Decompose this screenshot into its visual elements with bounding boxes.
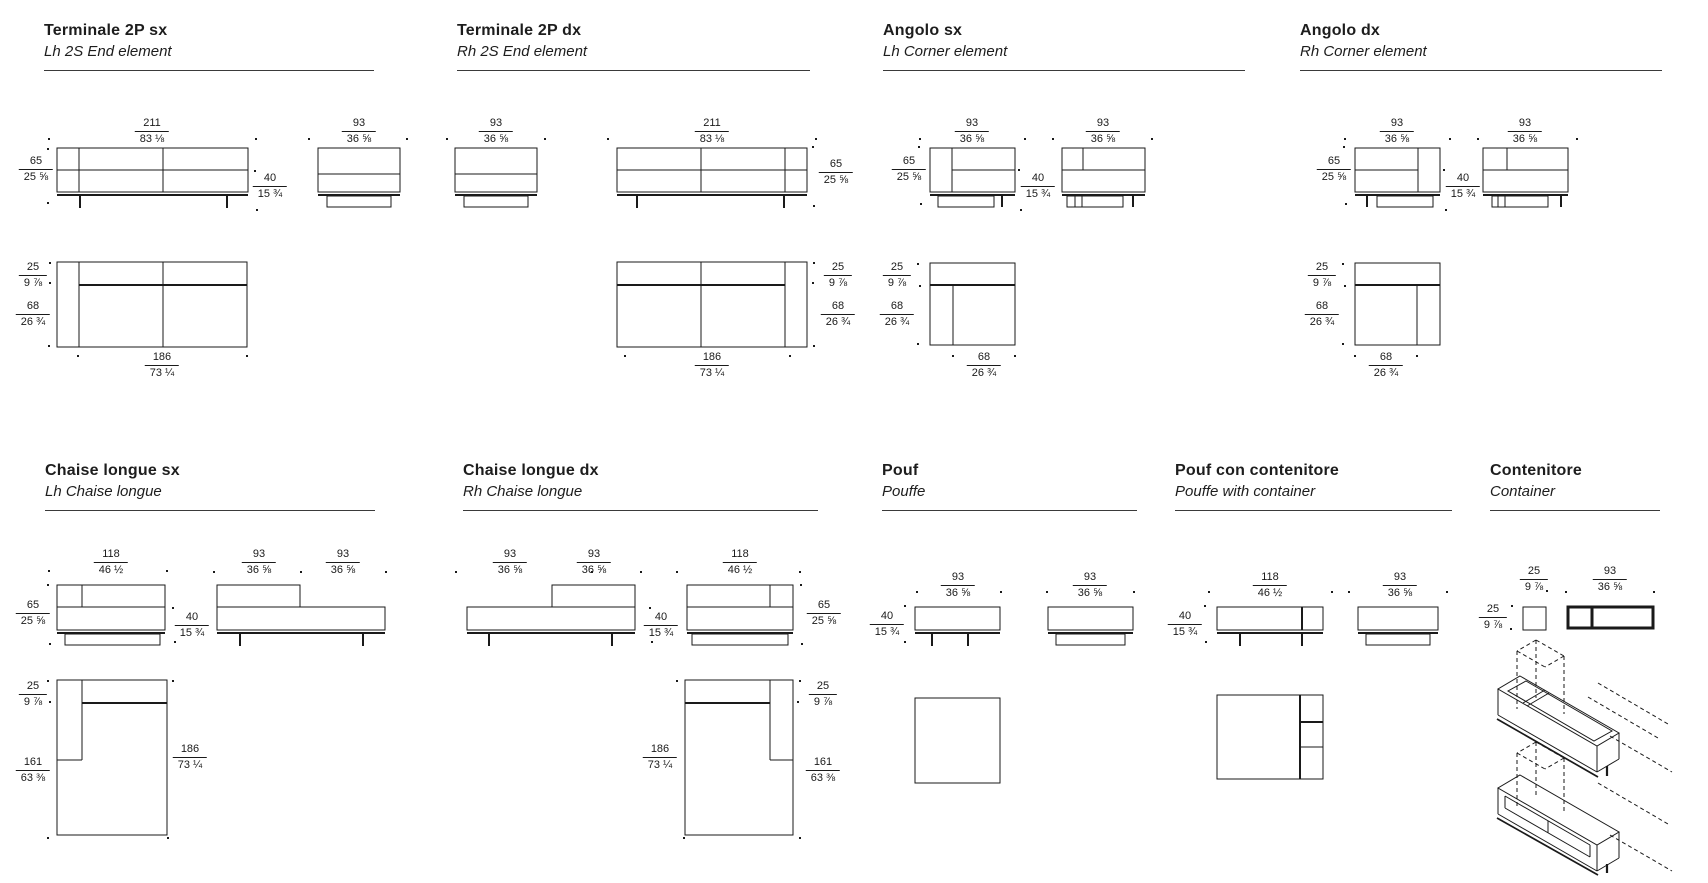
header-rule xyxy=(44,70,374,71)
angolo-sx-drawings xyxy=(917,138,1153,357)
section-subtitle: Container xyxy=(1490,483,1556,501)
terminale-2p-sx-drawings xyxy=(47,138,408,357)
terminale-2p-dx-drawings xyxy=(446,138,817,357)
section-subtitle: Lh Corner element xyxy=(883,43,1008,61)
section-header-terminale-2p-dx xyxy=(457,22,810,71)
dimension-dots xyxy=(47,138,408,357)
section-subtitle: Lh Chaise longue xyxy=(45,483,162,501)
dim-label-height-65: 65 25 ⅝ xyxy=(19,155,53,184)
chaise-longue-sx-drawings xyxy=(47,570,387,839)
dim-label-width-93: 93 36 ⅝ xyxy=(1383,571,1417,600)
dim-label-width-93: 93 36 ⅝ xyxy=(1073,571,1107,600)
dim-label-width-93: 93 36 ⅝ xyxy=(493,548,527,577)
section-title: Angolo sx xyxy=(883,22,963,39)
dim-label-width-118: 118 46 ½ xyxy=(723,548,757,577)
section-header-pouf-con-contenitore xyxy=(1175,462,1452,511)
contenitore-drawings xyxy=(1497,590,1672,875)
dim-label-depth-68: 68 26 ¾ xyxy=(16,300,50,329)
section-header-terminale-2p-sx xyxy=(44,22,374,71)
side-elevation-drawing xyxy=(1062,148,1145,207)
dim-label-height-40: 40 15 ¾ xyxy=(870,610,904,639)
front-elevation-drawing xyxy=(1217,607,1323,646)
side-elevation-drawing xyxy=(1358,607,1438,645)
section-subtitle: Pouffe xyxy=(882,483,926,501)
front-elevation-drawing xyxy=(57,585,165,645)
section-title: Pouf con contenitore xyxy=(1175,462,1339,479)
section-subtitle: Rh 2S End element xyxy=(457,43,588,61)
side-view-drawing xyxy=(1523,607,1546,630)
section-title: Chaise longue sx xyxy=(45,462,180,479)
section-header-chaise-longue-dx xyxy=(463,462,818,511)
dim-label-width-186: 186 73 ¼ xyxy=(145,351,179,380)
dim-label-width-68: 68 26 ¾ xyxy=(1369,351,1403,380)
dim-label-height-65: 65 25 ⅝ xyxy=(819,158,853,187)
side-elevation-drawing xyxy=(467,585,635,646)
dim-label-depth-68: 68 26 ¾ xyxy=(880,300,914,329)
side-elevation-drawing xyxy=(455,148,537,207)
front-elevation-drawing xyxy=(915,607,1000,646)
section-header-chaise-longue-sx xyxy=(45,462,375,511)
dim-label-height-25: 25 9 ⅞ xyxy=(1479,603,1507,632)
side-elevation-drawing xyxy=(217,585,385,646)
dim-label-width-118: 118 46 ½ xyxy=(94,548,128,577)
dim-label-depth-68: 68 26 ¾ xyxy=(821,300,855,329)
plan-view-drawing xyxy=(930,263,1015,345)
dim-label-height-40: 40 15 ¾ xyxy=(1446,172,1480,201)
section-title: Pouf xyxy=(882,462,919,479)
plan-view-drawing xyxy=(915,698,1000,783)
dim-label-depth-25: 25 9 ⅞ xyxy=(1308,261,1336,290)
dimension-dots xyxy=(1342,138,1578,357)
dim-label-depth-161: 161 63 ⅜ xyxy=(806,756,840,785)
dim-label-width-118: 118 46 ½ xyxy=(1253,571,1287,600)
plan-view-drawing xyxy=(1217,695,1323,779)
dim-label-width-93: 93 36 ⅝ xyxy=(342,117,376,146)
side-elevation-drawing xyxy=(318,148,400,207)
dim-label-width-93: 93 36 ⅝ xyxy=(1593,565,1627,594)
dimension-dots xyxy=(446,138,817,357)
dim-label-width-93: 93 36 ⅝ xyxy=(1508,117,1542,146)
dim-label-width-93: 93 36 ⅝ xyxy=(955,117,989,146)
section-subtitle: Pouffe with container xyxy=(1175,483,1316,501)
header-rule xyxy=(1175,510,1452,511)
section-title: Terminale 2P dx xyxy=(457,22,582,39)
chaise-longue-dx-drawings xyxy=(455,571,803,839)
header-rule xyxy=(882,510,1137,511)
dim-label-height-65: 65 25 ⅝ xyxy=(1317,155,1351,184)
dimension-dots xyxy=(455,571,803,839)
section-title: Terminale 2P sx xyxy=(44,22,168,39)
dim-label-height-40: 40 15 ¾ xyxy=(1168,610,1202,639)
angolo-dx-drawings xyxy=(1342,138,1578,357)
dim-label-width-211: 211 83 ⅛ xyxy=(135,117,169,146)
front-elevation-drawing xyxy=(687,585,793,645)
plan-view-drawing xyxy=(685,680,793,835)
section-header-angolo-sx xyxy=(883,22,1245,71)
pouf-con-contenitore-drawings xyxy=(1204,591,1448,779)
dim-label-width-93: 93 36 ⅝ xyxy=(1380,117,1414,146)
dim-label-depth-25: 25 9 ⅞ xyxy=(19,261,47,290)
dim-label-height-65: 65 25 ⅝ xyxy=(892,155,926,184)
front-elevation-drawing xyxy=(1355,148,1440,207)
side-elevation-drawing xyxy=(1483,148,1568,207)
section-header-contenitore xyxy=(1490,462,1660,511)
front-elevation-drawing xyxy=(57,148,248,208)
header-rule xyxy=(1490,510,1660,511)
dim-label-depth-25: 25 9 ⅞ xyxy=(19,680,47,709)
dim-label-width-93: 93 36 ⅝ xyxy=(1086,117,1120,146)
plan-view-drawing xyxy=(617,262,807,347)
dim-label-width-25: 25 9 ⅞ xyxy=(1520,565,1548,594)
dim-label-height-40: 40 15 ¾ xyxy=(1021,172,1055,201)
dim-label-height-65: 65 25 ⅝ xyxy=(807,599,841,628)
front-elevation-drawing xyxy=(617,148,807,208)
header-rule xyxy=(463,510,818,511)
section-title: Chaise longue dx xyxy=(463,462,599,479)
plan-view-drawing xyxy=(57,262,247,347)
section-title: Angolo dx xyxy=(1300,22,1381,39)
section-subtitle: Lh 2S End element xyxy=(44,43,172,61)
dim-label-depth-186: 186 73 ¼ xyxy=(173,743,207,772)
front-elevation-drawing xyxy=(930,148,1015,207)
pouf-drawings xyxy=(904,591,1135,783)
dim-label-depth-68: 68 26 ¾ xyxy=(1305,300,1339,329)
dim-label-width-93: 93 36 ⅝ xyxy=(941,571,975,600)
dim-label-height-40: 40 15 ¾ xyxy=(175,611,209,640)
dim-label-depth-186: 186 73 ¼ xyxy=(643,743,677,772)
dim-label-width-68: 68 26 ¾ xyxy=(967,351,1001,380)
dim-label-depth-25: 25 9 ⅞ xyxy=(809,680,837,709)
plan-view-drawing xyxy=(1355,263,1440,345)
dim-label-width-93: 93 36 ⅝ xyxy=(479,117,513,146)
side-elevation-drawing xyxy=(1048,607,1133,645)
dim-label-height-40: 40 15 ¾ xyxy=(253,172,287,201)
dim-label-height-40: 40 15 ¾ xyxy=(644,611,678,640)
header-rule xyxy=(45,510,375,511)
header-rule xyxy=(1300,70,1662,71)
dim-label-width-186: 186 73 ¼ xyxy=(695,351,729,380)
dim-label-width-93: 93 36 ⅝ xyxy=(326,548,360,577)
dim-label-depth-25: 25 9 ⅞ xyxy=(883,261,911,290)
dim-label-height-65: 65 25 ⅝ xyxy=(16,599,50,628)
dim-label-depth-161: 161 63 ⅜ xyxy=(16,756,50,785)
isometric-open-front-container-drawing xyxy=(1497,742,1672,875)
dim-label-width-211: 211 83 ⅛ xyxy=(695,117,729,146)
section-header-angolo-dx xyxy=(1300,22,1662,71)
section-title: Contenitore xyxy=(1490,462,1582,479)
dim-label-width-93: 93 36 ⅝ xyxy=(242,548,276,577)
dim-label-depth-25: 25 9 ⅞ xyxy=(824,261,852,290)
section-subtitle: Rh Chaise longue xyxy=(463,483,583,501)
top-view-drawing xyxy=(1568,607,1653,628)
dim-label-width-93: 93 36 ⅝ xyxy=(577,548,611,577)
plan-view-drawing xyxy=(57,680,167,835)
section-subtitle: Rh Corner element xyxy=(1300,43,1427,61)
header-rule xyxy=(883,70,1245,71)
dimension-dots xyxy=(1510,590,1655,630)
header-rule xyxy=(457,70,810,71)
section-header-pouf xyxy=(882,462,1137,511)
